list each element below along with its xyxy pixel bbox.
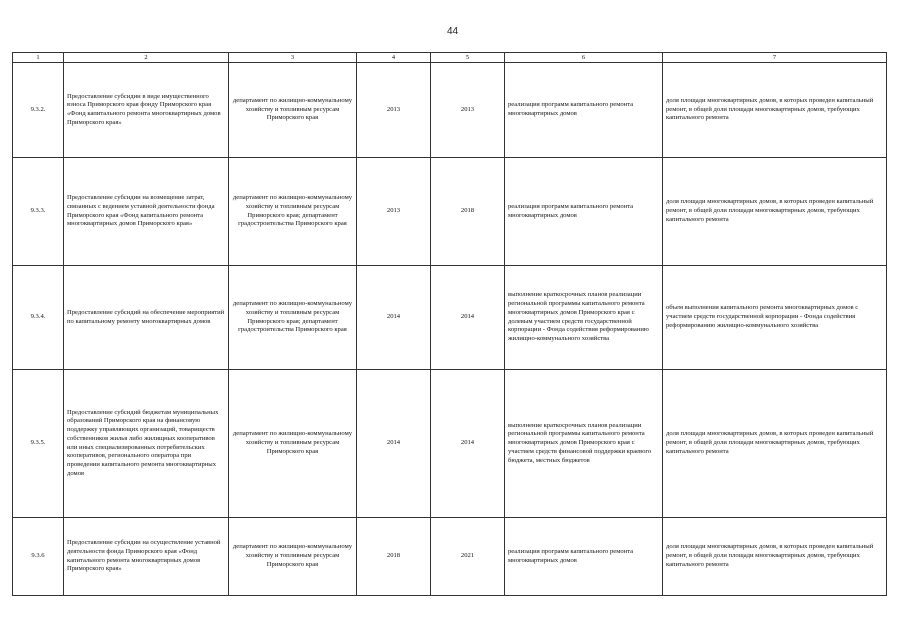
- measure-executor: департамент по жилищно-коммунальному хозяйству и топливным ресурсам Приморского края; департамент градостроительства Приморского края: [229, 158, 357, 266]
- measure-name: Предоставление субсидии в виде имущественного взноса Приморского края фонду Приморского края «Фонд капитального ремонта многоквартирных домов Приморского края»: [64, 63, 229, 158]
- measure-number: 9.3.4.: [13, 266, 64, 370]
- measure-start-year: 2014: [357, 370, 431, 518]
- measure-start-year: 2013: [357, 158, 431, 266]
- measure-end-year: 2013: [431, 63, 505, 158]
- measure-start-year: 2013: [357, 63, 431, 158]
- measure-number: 9.3.3.: [13, 158, 64, 266]
- table-header-row: [13, 53, 887, 63]
- measure-result: реализация программ капитального ремонта многоквартирных домов: [505, 518, 663, 596]
- measure-end-year: 2014: [431, 370, 505, 518]
- table-row: [13, 158, 887, 266]
- table-row: [13, 518, 887, 596]
- measure-result: реализация программ капитального ремонта многоквартирных домов: [505, 158, 663, 266]
- measure-result: выполнение краткосрочных планов реализации региональной программы капитального ремонта многоквартирных домов Приморского края с долевым участием средств государственной корпорации - Фонда содействия реформированию жилищно-коммунального хозяйства: [505, 266, 663, 370]
- measure-name: Предоставление субсидий на обеспечение мероприятий по капитальному ремонту многоквартирных домов: [64, 266, 229, 370]
- measure-result: выполнение краткосрочных планов реализации региональной программы капитального ремонта многоквартирных домов Приморского края с участием средств финансовой поддержки краевого бюджета, местных бюджетов: [505, 370, 663, 518]
- measure-number: 9.3.6: [13, 518, 64, 596]
- header-cell: 7: [663, 53, 887, 63]
- measure-number: 9.3.5.: [13, 370, 64, 518]
- header-cell: 5: [431, 53, 505, 63]
- table-row: [13, 63, 887, 158]
- measure-name: Предоставление субсидий бюджетам муниципальных образований Приморского края на финансовую поддержку управляющих организаций, товариществ собственников жилья либо жилищных кооперативов или иных специализированных потребительских кооперативов, регионального оператора при проведении капитального ремонта многоквартирных домов: [64, 370, 229, 518]
- table-row: [13, 370, 887, 518]
- measure-end-year: 2021: [431, 518, 505, 596]
- measure-indicator: объем выполнения капитального ремонта многоквартирных домов с участием средств государственной корпорации - Фонда содействия реформированию жилищно-коммунального хозяйства: [663, 266, 887, 370]
- measure-result: реализация программ капитального ремонта многоквартирных домов: [505, 63, 663, 158]
- measure-end-year: 2018: [431, 158, 505, 266]
- measure-indicator: доля площади многоквартирных домов, в которых проведен капитальный ремонт, в общей доли площади многоквартирных домов, требующих капитального ремонта: [663, 63, 887, 158]
- table-row: [13, 266, 887, 370]
- header-cell: 2: [64, 53, 229, 63]
- measure-end-year: 2014: [431, 266, 505, 370]
- measure-number: 9.3.2.: [13, 63, 64, 158]
- measure-indicator: доля площади многоквартирных домов, в которых проведен капитальный ремонт, в общей доли площади многоквартирных домов, требующих капитального ремонта: [663, 158, 887, 266]
- measure-indicator: доля площади многоквартирных домов, в которых проведен капитальный ремонт, в общей доли площади многоквартирных домов, требующих капитального ремонта: [663, 518, 887, 596]
- measure-indicator: доля площади многоквартирных домов, в которых проведен капитальный ремонт, в общей доли площади многоквартирных домов, требующих капитального ремонта: [663, 370, 887, 518]
- header-cell: 1: [13, 53, 64, 63]
- page-number: 44: [446, 26, 459, 37]
- measure-executor: департамент по жилищно-коммунальному хозяйству и топливным ресурсам Приморского края: [229, 370, 357, 518]
- header-cell: 6: [505, 53, 663, 63]
- measure-executor: департамент по жилищно-коммунальному хозяйству и топливным ресурсам Приморского края; департамент градостроительства Приморского края: [229, 266, 357, 370]
- measure-start-year: 2018: [357, 518, 431, 596]
- measure-start-year: 2014: [357, 266, 431, 370]
- measure-executor: департамент по жилищно-коммунальному хозяйству и топливным ресурсам Приморского края: [229, 63, 357, 158]
- header-cell: 4: [357, 53, 431, 63]
- measure-name: Предоставление субсидии на возмещение затрат, связанных с ведением уставной деятельности фонда Приморского края «Фонд капитального ремонта многоквартирных домов Приморского края»: [64, 158, 229, 266]
- header-cell: 3: [229, 53, 357, 63]
- measure-name: Предоставление субсидии на осуществление уставной деятельности фонда Приморского края «Фонд капитального ремонта многоквартирных домов Приморского края»: [64, 518, 229, 596]
- program-measures-table: [12, 52, 887, 596]
- measure-executor: департамент по жилищно-коммунальному хозяйству и топливным ресурсам Приморского края: [229, 518, 357, 596]
